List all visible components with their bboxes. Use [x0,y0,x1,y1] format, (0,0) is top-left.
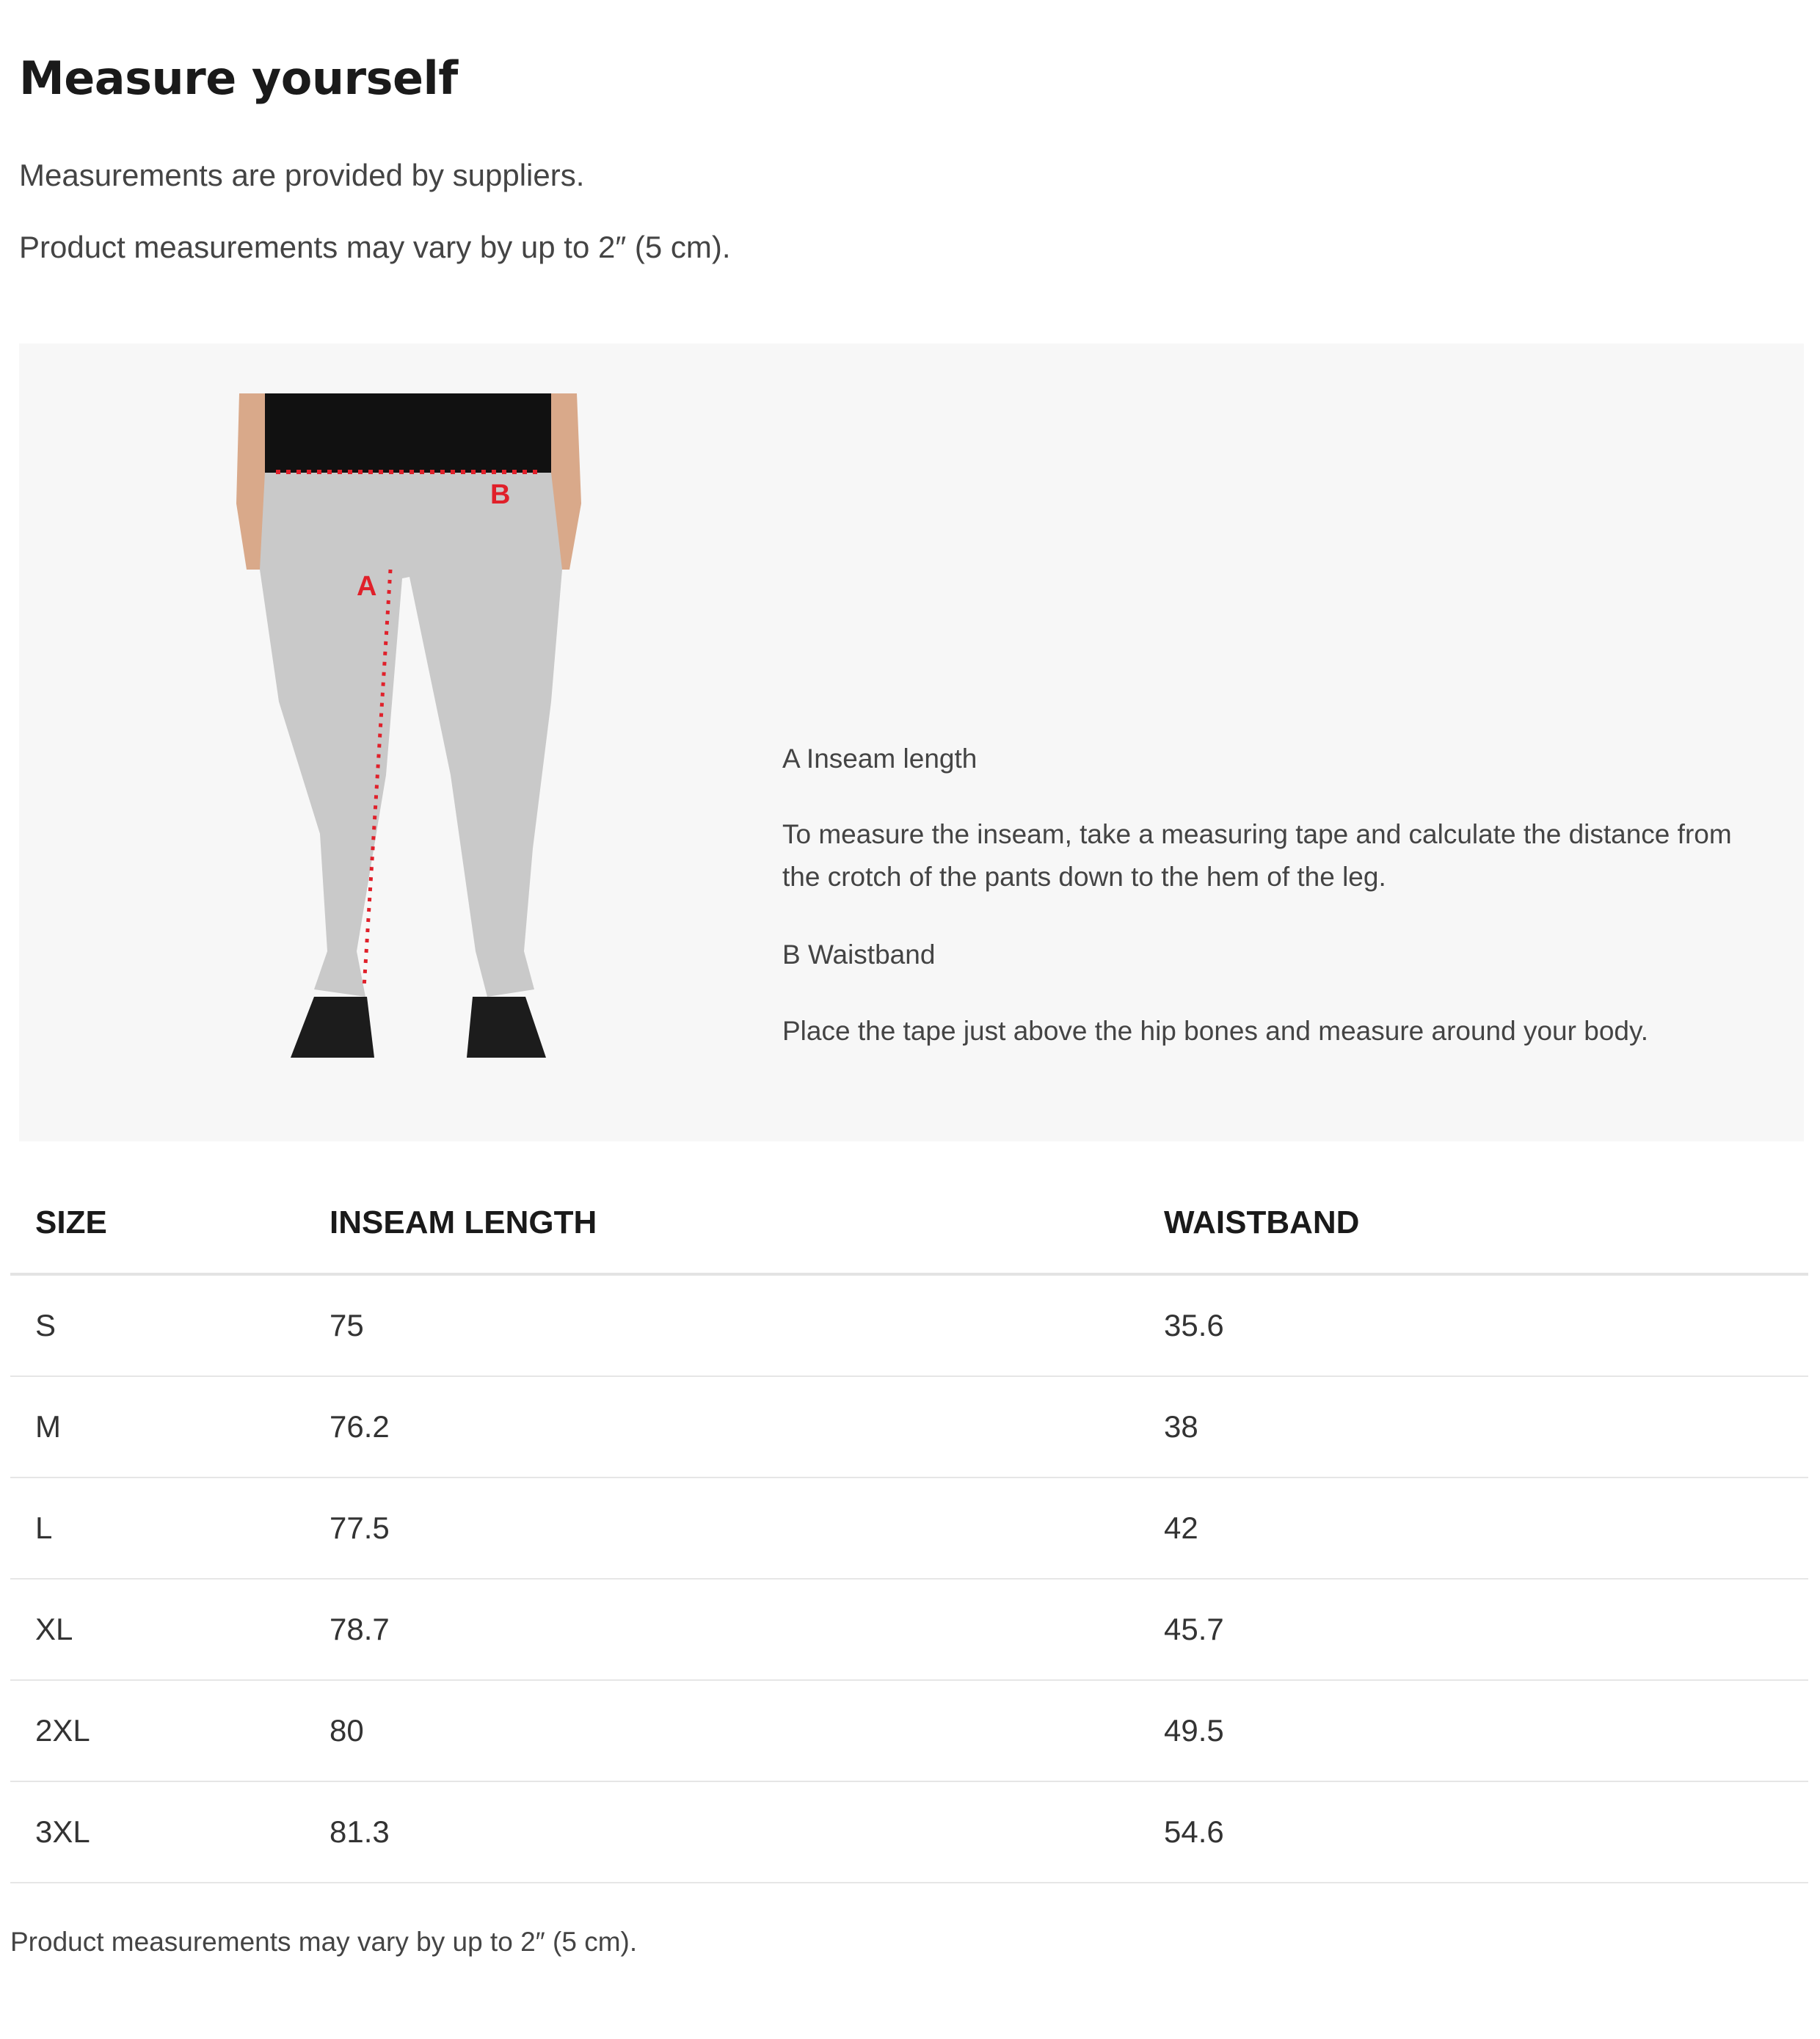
table-row [10,1680,1808,1781]
inseam-cell: 78.7 [330,1579,1164,1680]
shirt [265,393,551,473]
pants-measurement-illustration [217,393,599,1058]
waistband-instructions: Place the tape just above the hip bones and measure around your body. [782,1016,1649,1046]
inseam-title: A Inseam length [782,744,978,774]
table-row [10,1274,1808,1376]
table-row [10,1376,1808,1478]
inseam-cell: 81.3 [330,1781,1164,1883]
intro-suppliers-text: Measurements are provided by suppliers. [19,158,585,192]
size-cell: XL [10,1579,330,1680]
measurement-guide-panel [19,344,1804,1141]
waistband-cell: 35.6 [1164,1274,1808,1376]
inseam-cell: 75 [330,1274,1164,1376]
marker-a-label: A [357,571,377,602]
waistband-cell: 49.5 [1164,1680,1808,1781]
inseam-cell: 76.2 [330,1376,1164,1478]
size-cell: S [10,1274,330,1376]
waistband-cell: 45.7 [1164,1579,1808,1680]
marker-b-label: B [490,479,511,510]
table-row [10,1478,1808,1579]
footnote-variance-text: Product measurements may vary by up to 2″ (5 cm). [10,1927,638,1957]
size-cell: 2XL [10,1680,330,1781]
page-title: Measure yourself [19,51,458,105]
header-inseam-length: INSEAM LENGTH [330,1173,1164,1274]
size-cell: 3XL [10,1781,330,1883]
sweatpants [260,473,562,997]
size-cell: L [10,1478,330,1579]
waistband-title: B Waistband [782,939,936,970]
header-size: SIZE [10,1173,330,1274]
inseam-instructions: To measure the inseam, take a measuring tape and calculate the distance from the crotch of the pants down to the hem of the leg. [782,819,1732,892]
header-waistband: WAISTBAND [1164,1173,1808,1274]
inseam-cell: 80 [330,1680,1164,1781]
waistband-cell: 54.6 [1164,1781,1808,1883]
inseam-cell: 77.5 [330,1478,1164,1579]
left-shoe [291,997,374,1058]
right-shoe [467,997,546,1058]
table-row [10,1579,1808,1680]
size-cell: M [10,1376,330,1478]
waistband-cell: 38 [1164,1376,1808,1478]
intro-variance-text: Product measurements may vary by up to 2″ (5 cm). [19,230,731,264]
waistband-cell: 42 [1164,1478,1808,1579]
table-row [10,1781,1808,1883]
table-header-row [10,1173,1808,1274]
size-chart-table [10,1173,1808,1883]
